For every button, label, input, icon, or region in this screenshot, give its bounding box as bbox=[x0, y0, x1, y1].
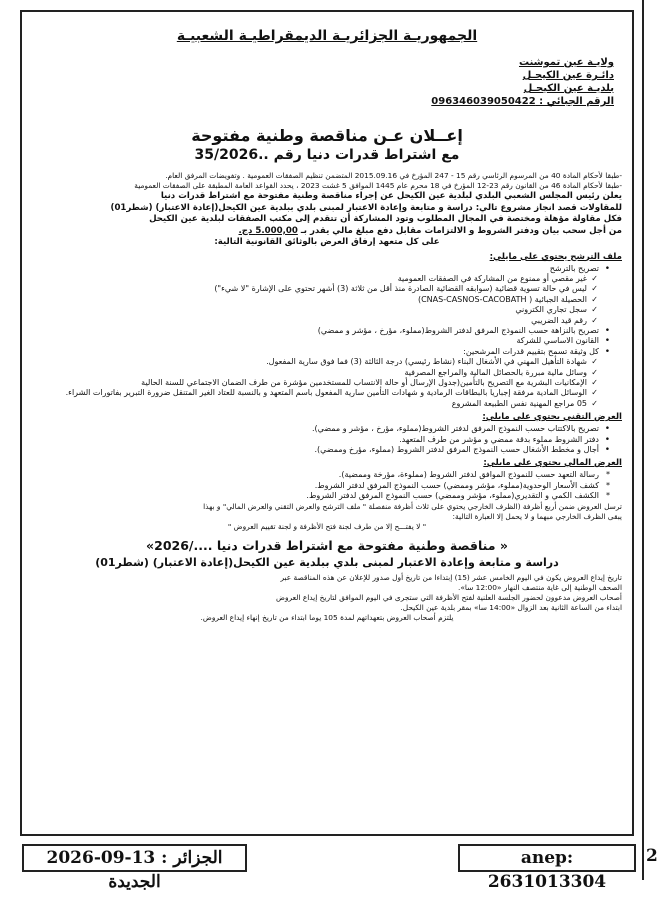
envelopes-line-1: ترسل العروض ضمن أربع أظرفة (الظرف الخارجي يحتوي على ثلاث أظرفة منفصلة " ملف الترشح والعرض التقني والعرض المالي" و بهذا bbox=[203, 501, 622, 511]
technical-list bbox=[32, 424, 622, 455]
technical-item: • دفتر الشروط مملوء بدقة ممضي و مؤشر من طرف المتعهد. bbox=[32, 435, 610, 445]
closing-project: دراسة و متابعة وإعادة الاعتبار لمبنى بلدي ببلدية عين الكيحل(إعادة الاعتبار) (شطر01) bbox=[95, 555, 559, 569]
candidacy-list bbox=[32, 264, 622, 410]
candidacy-item: ✓ غير مقصي أو ممنوع من المشاركة في الصفقات العمومية bbox=[32, 274, 598, 284]
envelopes-line-2: يبقى الظرف الخارجي مبهما و لا يحمل إلا العبارة التالية: bbox=[452, 511, 622, 521]
notice-title: إعــلان عـن مناقصة وطنية مفتوحة bbox=[191, 126, 463, 145]
intro-line-5: على كل متعهد إرفاق العرض بالوثائق القانونية التالية: bbox=[214, 237, 440, 247]
edge-digit: 2 bbox=[646, 846, 658, 866]
notice-subtitle: مع اشتراط قدرات دنيا رقم ..35/2026 bbox=[194, 147, 460, 163]
candidacy-item: ✓ 05 مراجع المهنية نفس الطبيعة المشروع bbox=[32, 399, 598, 409]
daira-line: دائـرة عين الكيحـل bbox=[522, 70, 614, 81]
page-edge-divider bbox=[642, 0, 644, 880]
anep-reference-box: anep: 2631013304 bbox=[458, 844, 636, 872]
closing-para-5: يلتزم أصحاب العروض بتعهداتهم لمدة 105 يوما ابتداء من تاريخ إنهاء إيداع العروض. bbox=[200, 612, 454, 622]
candidacy-item: • تصريح بالترشح bbox=[32, 264, 610, 274]
closing-para-3: أصحاب العروض مدعوون لحضور الجلسة العلنية لفتح الأظرفة التي ستجرى في اليوم الموافق لتاريخ إيداع العروض bbox=[276, 592, 622, 602]
closing-para-4: ابتداء من الساعة الثانية بعد الزوال «14:00 سا» بمقر بلدية عين الكيحل. bbox=[400, 602, 622, 612]
tax-id-line: الرقم الجبائي : 096346039050422 bbox=[431, 96, 614, 107]
financial-heading: العرض المالي يحتوي على مايلي: bbox=[483, 458, 622, 469]
baladia-line: بلديـة عين الكيحـل bbox=[523, 83, 614, 94]
candidacy-item: • تصريح بالنزاهة حسب النموذج المرفق لدفتر الشروط(مملوء، مؤرخ ، مؤشر و ممضي) bbox=[32, 326, 610, 336]
candidacy-item: ✓ ليس في حالة تسوية قضائية (سوابقه القضائية الصادرة منذ أقل من ثلاثة (3) أشهر تحتوي على الإشارة "لا شيء") bbox=[32, 284, 598, 294]
notice-body bbox=[22, 12, 632, 834]
candidacy-item: • كل وثيقة تسمح بتقييم قدرات المرشحين: bbox=[32, 347, 610, 357]
legal-reference-1: -طبقا لأحكام المادة 40 من المرسوم الرئاسي رقم 15 - 247 المؤرخ في 2015.09.16 المتضمن تنظيم الصفقات العمومية . وتفويضات المرفق العام. bbox=[165, 171, 622, 180]
technical-item: • أجال و مخطط الأشغال حسب النموذج المرفق لدفتر الشروط (مملوء، مؤرخ وممضي). bbox=[32, 445, 610, 455]
candidacy-item: ✓ سجل تجاري الكتروني bbox=[32, 305, 598, 315]
candidacy-item: ✓ الحصيلة الجبائية ( CNAS-CASNOS-CACOBATH) bbox=[32, 295, 598, 305]
envelopes-line-3: " لا يفتـــح إلا من طرف لجنة فتح الأظرفة و لجنة تقييم العروض " bbox=[227, 521, 427, 531]
candidacy-item: ✓ الإمكانيات البشرية مع التصريح بالتأمين(جدول الإرسال أو حالة الانتساب للمستخدمين مؤشرة من طرف الضمان الاجتماعي للسنة الحالية bbox=[32, 378, 598, 388]
technical-heading: العرض التقني يحتوي على مايلي: bbox=[482, 412, 622, 423]
newspaper-date-box: 2026-09-13 : الجزائر الجديدة bbox=[22, 844, 247, 872]
closing-title: « مناقصة وطنية مفتوحة مع اشتراط قدرات دنيا ..../2026» bbox=[146, 537, 508, 553]
legal-reference-2: -طبقا لأحكام المادة 46 من القانون رقم 23-12 المؤرخ في 18 محرم عام 1445 الموافق 5 غشت 2023 ، يحدد القواعد العامة المطبقة على الصفقات العمومية bbox=[134, 181, 622, 190]
intro-line-4 bbox=[32, 226, 622, 238]
intro-line-3: فكل مقاولة مؤهلة ومختصة في المجال المطلوب وتود المشاركة أن تتقدم إلى مكتب الصفقات لبلدية عين الكيحل bbox=[149, 214, 622, 224]
closing-para-1: تاريخ إيداع العروض يكون في اليوم الخامس عشر (15) إبتداءا من تاريخ أول صدور للإعلان عن هذه المناقصة عبر bbox=[280, 572, 622, 582]
fee-text: من أجل سحب بيان ودفتر الشروط و الالتزامات مقابل دفع مبلغ مالي يقدر بـ bbox=[300, 225, 622, 236]
intro-line-1: يعلن رئيس المجلس الشعبي البلدي لبلدية عين الكيحل عن إجراء مناقصة وطنية مفتوحة مع اشتراط قدرات دنيا bbox=[160, 191, 622, 201]
closing-para-2: الصحف الوطنية إلى غاية منتصف النهار «12:00 سا». bbox=[457, 582, 622, 592]
financial-item: * كشف الأسعار الوحدوية(مملوء، مؤشر وممضي) حسب النموذج المرفق لدفتر الشروط. bbox=[32, 481, 610, 491]
financial-list bbox=[32, 470, 622, 501]
republic-heading: الجمهوريـة الجزائريـة الديمقراطيـة الشعبيـة bbox=[176, 28, 478, 44]
intro-line-2: للمقاولات قصد انجاز مشروع تالي: دراسة و متابعة وإعادة الاعتبار لمبنى بلدي ببلدية عين الكيحل(إعادة الاعتبار) (شطر01) bbox=[110, 202, 622, 213]
candidacy-item: ✓ وسائل مالية مبررة بالحصائل المالية والمراجع المصرفية bbox=[32, 368, 598, 378]
technical-item: • تصريح بالاكتتاب حسب النموذج المرفق لدفتر الشروط(مملوء، مؤرخ ، مؤشر و ممضي). bbox=[32, 424, 610, 434]
financial-item: * رسالة التعهد حسب للنموذج الموافق لدفتر الشروط (مملوءة، مؤرخة وممضية). bbox=[32, 470, 610, 480]
candidacy-item: ✓ الوسائل المادية مرفقة إجباريا بالبطاقات الرمادية و شهادات التأمين سارية المفعول باسم المتعهد و بالنسبة للعتاد الغير المتنقل ضرورة التبرير بفاتورات الشراء. bbox=[32, 388, 598, 398]
candidacy-item: ✓ شهادة التأهيل المهني في الأشغال البناء (نشاط رئيسي) درجة الثالثة (3) فما فوق سارية المفعول. bbox=[32, 357, 598, 367]
financial-item: * الكشف الكمي و التقديري(مملوء، مؤشر وممضي) حسب النموذج المرفق لدفتر الشروط. bbox=[32, 491, 610, 501]
tender-notice bbox=[20, 10, 634, 836]
fee-amount: 5.000,00 دج. bbox=[238, 225, 298, 236]
candidacy-item: ✓ رقم قيد الضريبي bbox=[32, 316, 598, 326]
candidacy-heading: ملف الترشح يحتوي على مايلي: bbox=[489, 251, 622, 262]
wilaya-line: ولايـة عين تموشنت bbox=[518, 57, 614, 68]
candidacy-item: • القانون الاساسي للشركة bbox=[32, 336, 610, 346]
